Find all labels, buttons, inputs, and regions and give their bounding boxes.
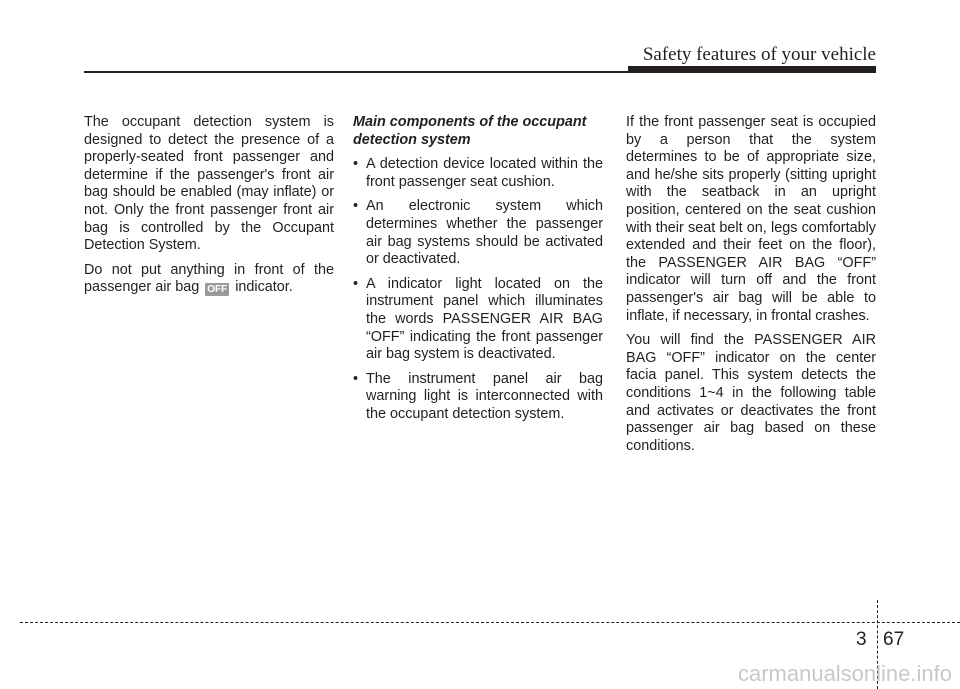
list-item bbox=[353, 371, 603, 424]
list-item-text: An electronic system which determines whether the passenger air bag systems should be activated or deactivated. bbox=[366, 198, 603, 268]
list-item-text: The instrument panel air bag warning light is interconnected with the occupant detection system. bbox=[366, 370, 603, 422]
list-item bbox=[353, 156, 603, 191]
airbag-off-indicator-icon: OFF bbox=[207, 284, 228, 296]
bullet-icon: • bbox=[353, 156, 359, 173]
bullet-icon: • bbox=[353, 198, 359, 215]
list-item-text: A detection device located within the front passenger seat cushion. bbox=[366, 156, 603, 190]
page-number: 67 bbox=[883, 629, 905, 650]
list-item bbox=[353, 276, 603, 364]
warning-paragraph bbox=[84, 262, 334, 297]
indicator-location-paragraph: You will find the PASSENGER AIR BAG “OFF” indicator on the center facia panel. This system detects the conditions 1~4 in the following table and activates or deactivates the front passenger air bag based on these conditions. bbox=[626, 332, 876, 454]
intro-paragraph: The occupant detection system is designed to detect the presence of a properly-seated front passenger and determine if the passenger's front air bag should be enabled (may inflate) or not. Only the front passenger front air bag is controlled by the Occupant Detection System. bbox=[84, 114, 334, 254]
list-item-text: A indicator light located on the instrument panel which illuminates the words PASSENGER AIR BAG “OFF” indicating the front passenger air bag system is deactivated. bbox=[366, 275, 603, 363]
seat-occupied-paragraph: If the front passenger seat is occupied by a person that the system determines to be of appropriate size, and he/she sits properly (sitting upright with the seatback in an upright position, centered on the seat cushion with their seat belt on, legs comfortably extended and their feet on the floor), the PASSENGER AIR BAG “OFF” indicator will turn off and the front passenger's air bag will be able to inflate, if necessary, in frontal crashes. bbox=[626, 114, 876, 324]
column-right bbox=[626, 114, 876, 462]
list-item bbox=[353, 198, 603, 268]
bullet-icon: • bbox=[353, 370, 359, 387]
watermark: carmanualsonline.info bbox=[737, 661, 952, 686]
component-list bbox=[353, 156, 603, 423]
section-number: 3 bbox=[856, 629, 867, 650]
footer-divider bbox=[20, 622, 960, 623]
header-rule-accent bbox=[628, 66, 876, 73]
warning-text-before: Do not put anything in front of the passenger air bag bbox=[84, 261, 334, 296]
section-heading: Main components of the occupant detection system bbox=[353, 114, 587, 148]
column-left bbox=[84, 114, 334, 304]
warning-text-after: indicator. bbox=[235, 279, 293, 296]
header-title: Safety features of your vehicle bbox=[642, 44, 876, 65]
bullet-icon: • bbox=[353, 275, 359, 292]
column-middle bbox=[353, 114, 603, 431]
